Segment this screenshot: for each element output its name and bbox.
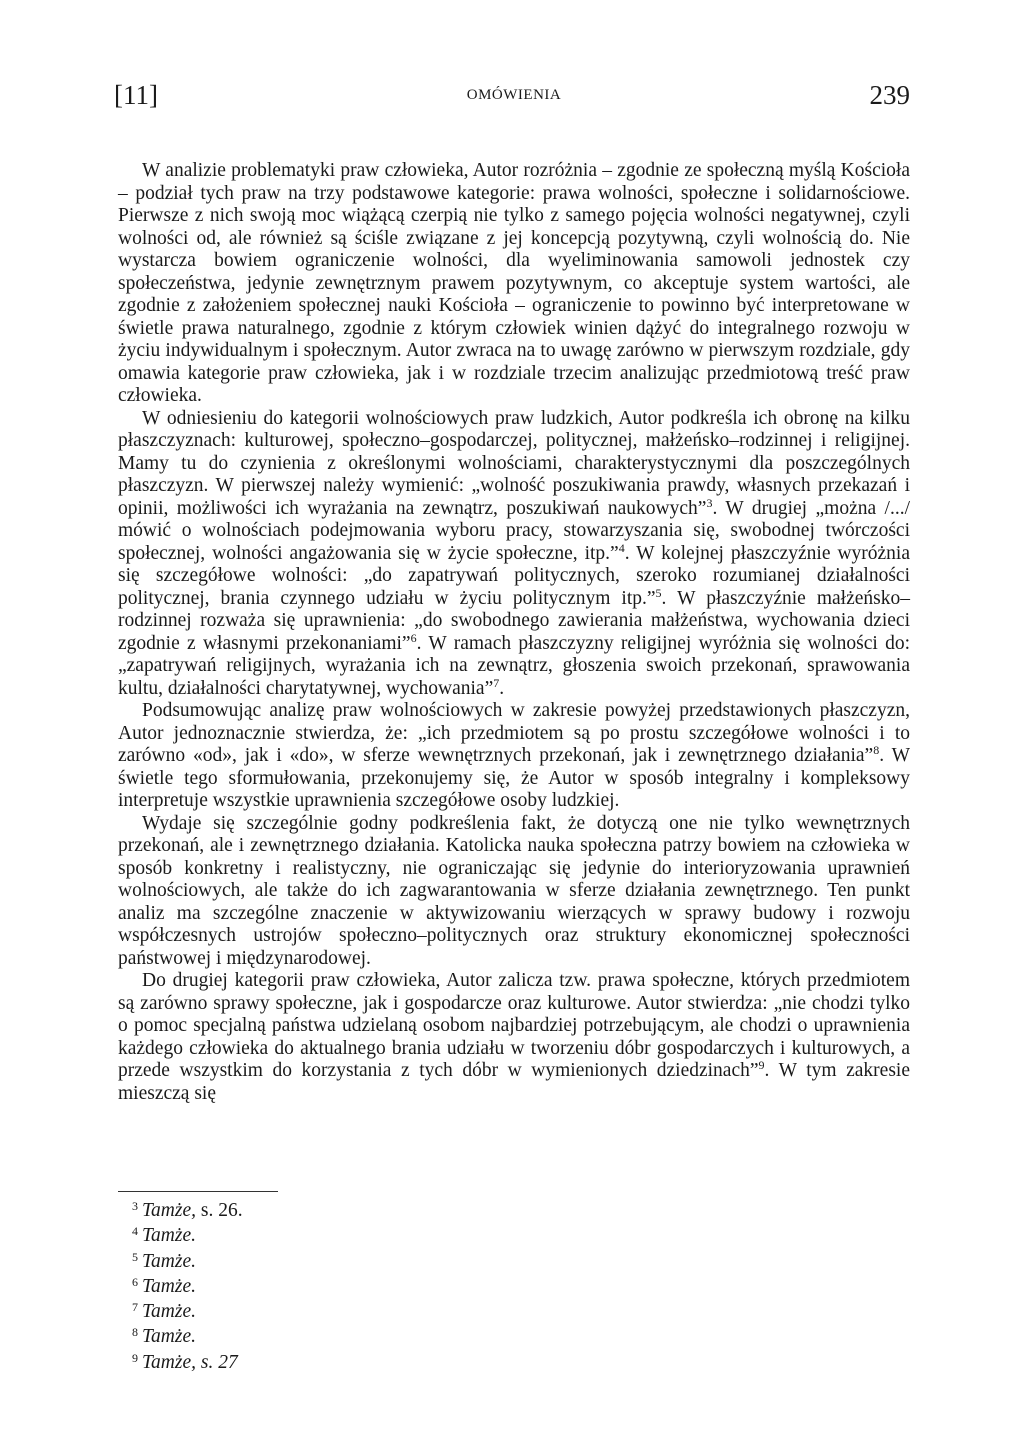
text-run: Do drugiej kategorii praw człowieka, Autor zalicza tzw. prawa społeczne, których przedmiotem są zarówno sprawy społeczne, jak i gospodarcze oraz kulturowe. Autor stwierdza: „nie chodzi tylko o pomoc specjalną państwa udzielaną osobom najbardziej potrzebującym, ale chodzi o uprawnienia każdego człowieka do aktualnego brania udziału w tworzeniu dóbr gospodarczych i kulturowych, a przede wszystkim do korzystania z tych dóbr w wymienionych dziedzinach” <box>118 970 910 1081</box>
body-text <box>118 160 910 1105</box>
text-run: . W płaszczyźnie małżeńsko–rodzinnej rozważa się uprawnienia: „do swobodnego zawierania małżeństwa, wychowania dzieci zgodnie z własnymi przekonaniami” <box>118 587 910 654</box>
footnote-ref: 9 <box>758 1058 765 1072</box>
text-run: . W kolejnej płaszczyźnie wyróżnia się szczegółowe wolności: „do zapatrywań politycznych, szeroko rozumianej działalności politycznej, brania czynnego udziału w życiu politycznym itp.” <box>118 542 910 609</box>
footnote-number: 6 <box>132 1274 138 1289</box>
text-run: . <box>499 677 505 699</box>
footnote-text: Tamże. <box>142 1326 197 1348</box>
footnote-text: Tamże, <box>142 1200 197 1221</box>
text-run: . W drugiej „można /.../ mówić o wolnościach podejmowania wyboru pracy, stowarzyszania się, swobodnej twórczości społecznej, wolności angażowania się w życie społeczne, itp.” <box>118 497 911 564</box>
section-number: [11] <box>114 80 158 110</box>
text-run: . W świetle tego sformułowania, przekonujemy się, że Autor w sposób integralny i kompleksowy interpretuje wszystkie uprawnienia szczegółowe osoby ludzkiej. <box>118 745 910 811</box>
footnote-number: 3 <box>132 1199 138 1213</box>
footnote-number: 9 <box>132 1350 138 1365</box>
paragraph-5 <box>118 970 910 1105</box>
footnote-number: 5 <box>132 1249 138 1264</box>
footnote-ref: 5 <box>655 585 662 600</box>
footnote-number: 4 <box>132 1224 138 1239</box>
text-run: W analizie problematyki praw człowieka, Autor rozróżnia – zgodnie ze społeczną myślą Kościoła – podział tych praw na trzy podstawowe kategorie: prawa wolności, społeczne i solidarnościowe. Pierwsze z nich swoją moc wiążącą czerpią nie tylko z samego pojęcia wolności negatywnej, czyli wolności od, ale również są ściśle związane z jej koncepcją pozytywną, czyli wolnością do. Nie wystarcza bowiem ograniczenie wolności, dla wyeliminowania samowoli jednostek czy społeczeństwa, jedynie zewnętrznym prawem pozytywnym, co akceptuje system wartości, ale zgodnie z założeniem społecznej nauki Kościoła – ograniczenie to powinno być interpretowane w świetle prawa naturalnego, zgodnie z którym człowiek winien dążyć do integralnego rozwoju w życiu indywidualnym i społecznym. Autor zwraca na to uwagę zarówno w pierwszym rozdziale, gdy omawia kategorie praw człowieka, jak i w rozdziale trzecim analizując przedmiotową treść praw człowieka. <box>118 160 910 406</box>
text-run: Podsumowując analizę praw wolnościowych w zakresie powyżej przedstawionych płaszczyzn, Autor jednoznacznie stwierdza, że: „ich przedmiotem są po prostu szczegółowe wolności i to zarówno «od», jak i «do», w sferze wewnętrznych przekonań, jak i zewnętrznego działania” <box>118 700 910 766</box>
footnote-8 <box>118 1322 518 1347</box>
paragraph-2 <box>118 408 910 701</box>
footnote-ref: 6 <box>410 630 417 645</box>
running-title: OMÓWIENIA <box>466 87 562 103</box>
paragraph-4 <box>118 813 910 971</box>
footnote-5 <box>118 1247 518 1272</box>
footnote-9 <box>118 1348 518 1373</box>
footnote-text: Tamże. <box>142 1225 197 1247</box>
footnote-divider <box>118 1191 278 1192</box>
footnote-4 <box>118 1221 518 1246</box>
paragraph-1 <box>118 160 910 408</box>
text-run: Wydaje się szczególnie godny podkreślenia fakt, że dotyczą one nie tylko wewnętrznych przekonań, ale i zewnętrznego działania. Katolicka nauka społeczna patrzy bowiem na człowieka w sposób konkretny i realistyczny, nie ograniczając się jedynie do interioryzowania uprawnień wolnościowych, ale także do ich zagwarantowania w sferze działania zewnętrznego. Ten punkt analiz ma szczególne znaczenie w aktywizowaniu wierzących w sprawy budowy i rozwoju współczesnych ustrojów społeczno–politycznych oraz struktury ekonomicznej społeczności państwowej i międzynarodowej. <box>118 812 910 969</box>
footnote-6 <box>118 1272 518 1297</box>
footnote-rest: s. 26. <box>196 1200 243 1221</box>
footnote-text: Tamże. <box>142 1250 197 1272</box>
footnote-ref: 7 <box>493 675 500 690</box>
footnote-3 <box>118 1196 518 1221</box>
footnote-text: Tamże, s. 27 <box>142 1351 238 1373</box>
running-header <box>114 80 910 120</box>
footnote-number: 8 <box>132 1325 138 1340</box>
text-run: . W ramach płaszczyzny religijnej wyróżnia się wolności do: „zapatrywań religijnych, wyrażania ich na zewnątrz, głoszenia swoich przekonań, sprawowania kultu, działalności charytatywnej, wychowania” <box>118 632 910 699</box>
paragraph-3 <box>118 700 910 813</box>
text-run: . W tym zakresie mieszczą się <box>118 1060 910 1104</box>
footnote-7 <box>118 1297 518 1322</box>
footnote-text: Tamże. <box>142 1301 197 1323</box>
footnotes <box>118 1196 518 1373</box>
page-number: 239 <box>869 80 910 110</box>
text-run: W odniesieniu do kategorii wolnościowych praw ludzkich, Autor podkreśla ich obronę na kilku płaszczyznach: kulturowej, społeczno–gospodarczej, politycznej, małżeńsko–rodzinnej i religijnej. Mamy tu do czynienia z określonymi wolnościami, charakterystycznymi dla poszczególnych płaszczyzn. W pierwszej należy wymienić: „wolność poszukiwania prawdy, własnych przekazań i opinii, możliwości ich wyrażania na zewnątrz, poszukiwań naukowych” <box>118 407 910 519</box>
footnote-ref: 3 <box>706 495 713 510</box>
footnote-text: Tamże. <box>142 1275 197 1297</box>
footnote-ref: 4 <box>618 540 625 555</box>
footnote-number: 7 <box>132 1300 138 1315</box>
footnote-ref: 8 <box>873 743 880 757</box>
